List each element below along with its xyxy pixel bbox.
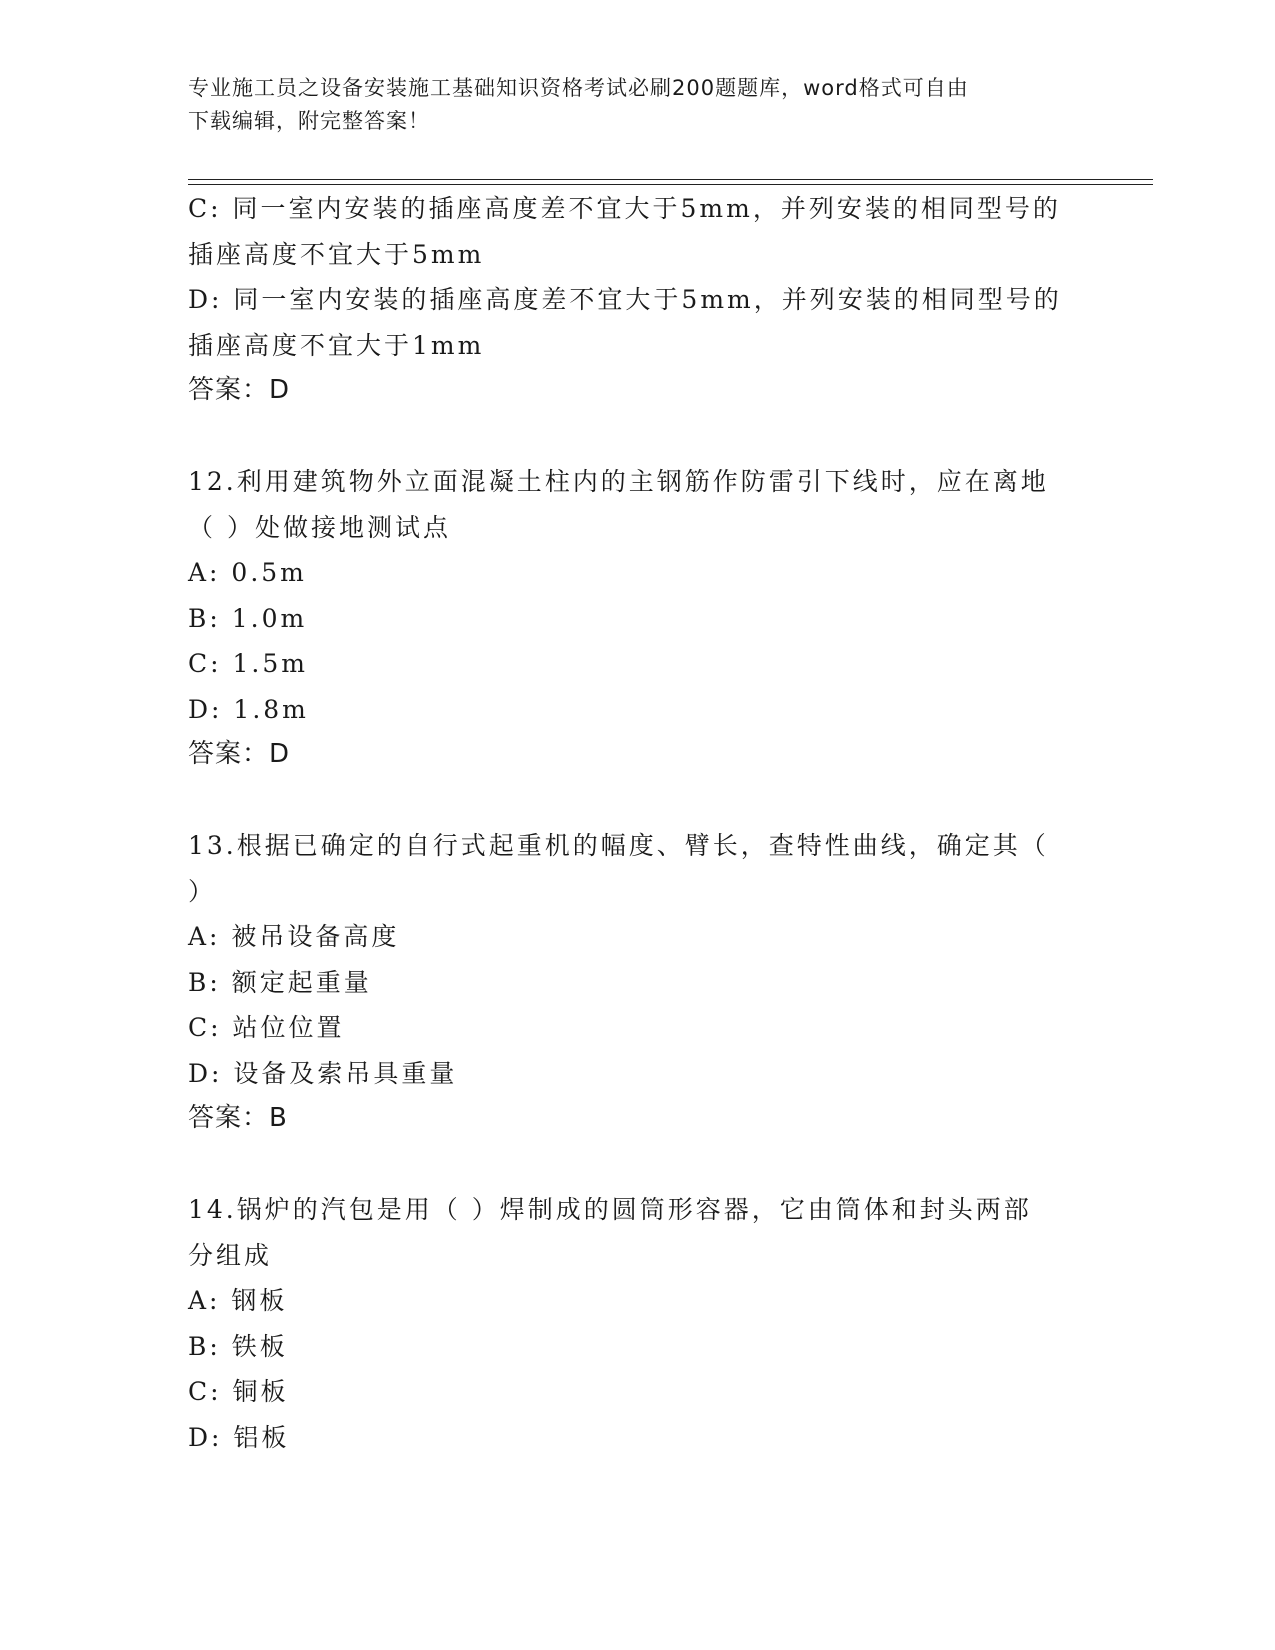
option-b: B: 1.0m <box>188 603 308 633</box>
option-b: B: 额定起重量 <box>188 967 372 997</box>
header-line-1: 专业施工员之设备安装施工基础知识资格考试必刷200题题库，word格式可自由 <box>188 76 969 100</box>
question-content <box>188 186 1088 1460</box>
question-stem-line-2: （ ）处做接地测试点 <box>188 512 451 542</box>
option-c: C: 铜板 <box>188 1377 289 1406</box>
previous-question-block <box>188 186 1088 414</box>
option-b: B: 铁板 <box>188 1331 288 1361</box>
option-c-line-2: 插座高度不宜大于5mm <box>188 239 485 269</box>
spacer <box>188 778 1088 824</box>
option-d-line-1: D: 同一室内安装的插座高度差不宜大于5mm，并列安装的相同型号的 <box>188 285 1062 314</box>
spacer <box>188 1142 1088 1188</box>
question-stem-line-1: 13.根据已确定的自行式起重机的幅度、臂长，查特性曲线，确定其（ <box>188 831 1049 860</box>
spacer <box>188 414 1088 460</box>
question-12 <box>188 459 1088 778</box>
question-stem-line-2: 分组成 <box>188 1240 273 1270</box>
answer-line: 答案：B <box>188 1103 288 1133</box>
answer-line: 答案：D <box>188 739 291 769</box>
header-line-2: 下载编辑，附完整答案！ <box>188 109 430 133</box>
option-d: D: 设备及索吊具重量 <box>188 1058 458 1088</box>
question-stem-line-2: ） <box>188 876 217 906</box>
option-c-line-1: C: 同一室内安装的插座高度差不宜大于5mm，并列安装的相同型号的 <box>188 194 1061 223</box>
question-stem-line-1: 14.锅炉的汽包是用（ ）焊制成的圆筒形容器，它由筒体和封头两部 <box>188 1195 1032 1224</box>
document-header <box>188 72 1078 138</box>
question-stem-line-1: 12.利用建筑物外立面混凝土柱内的主钢筋作防雷引下线时，应在离地 <box>188 467 1049 496</box>
question-14 <box>188 1187 1088 1460</box>
option-d: D: 1.8m <box>188 694 309 724</box>
option-c: C: 站位位置 <box>188 1013 345 1042</box>
header-divider-bottom <box>188 184 1153 185</box>
answer-line: 答案：D <box>188 375 291 405</box>
option-d-line-2: 插座高度不宜大于1mm <box>188 330 485 360</box>
option-a: A: 0.5m <box>188 558 307 587</box>
option-d: D: 铝板 <box>188 1422 290 1452</box>
header-divider-top <box>188 179 1153 180</box>
option-a: A: 钢板 <box>188 1286 288 1315</box>
option-c: C: 1.5m <box>188 649 308 678</box>
question-13 <box>188 823 1088 1142</box>
option-a: A: 被吊设备高度 <box>188 922 400 951</box>
